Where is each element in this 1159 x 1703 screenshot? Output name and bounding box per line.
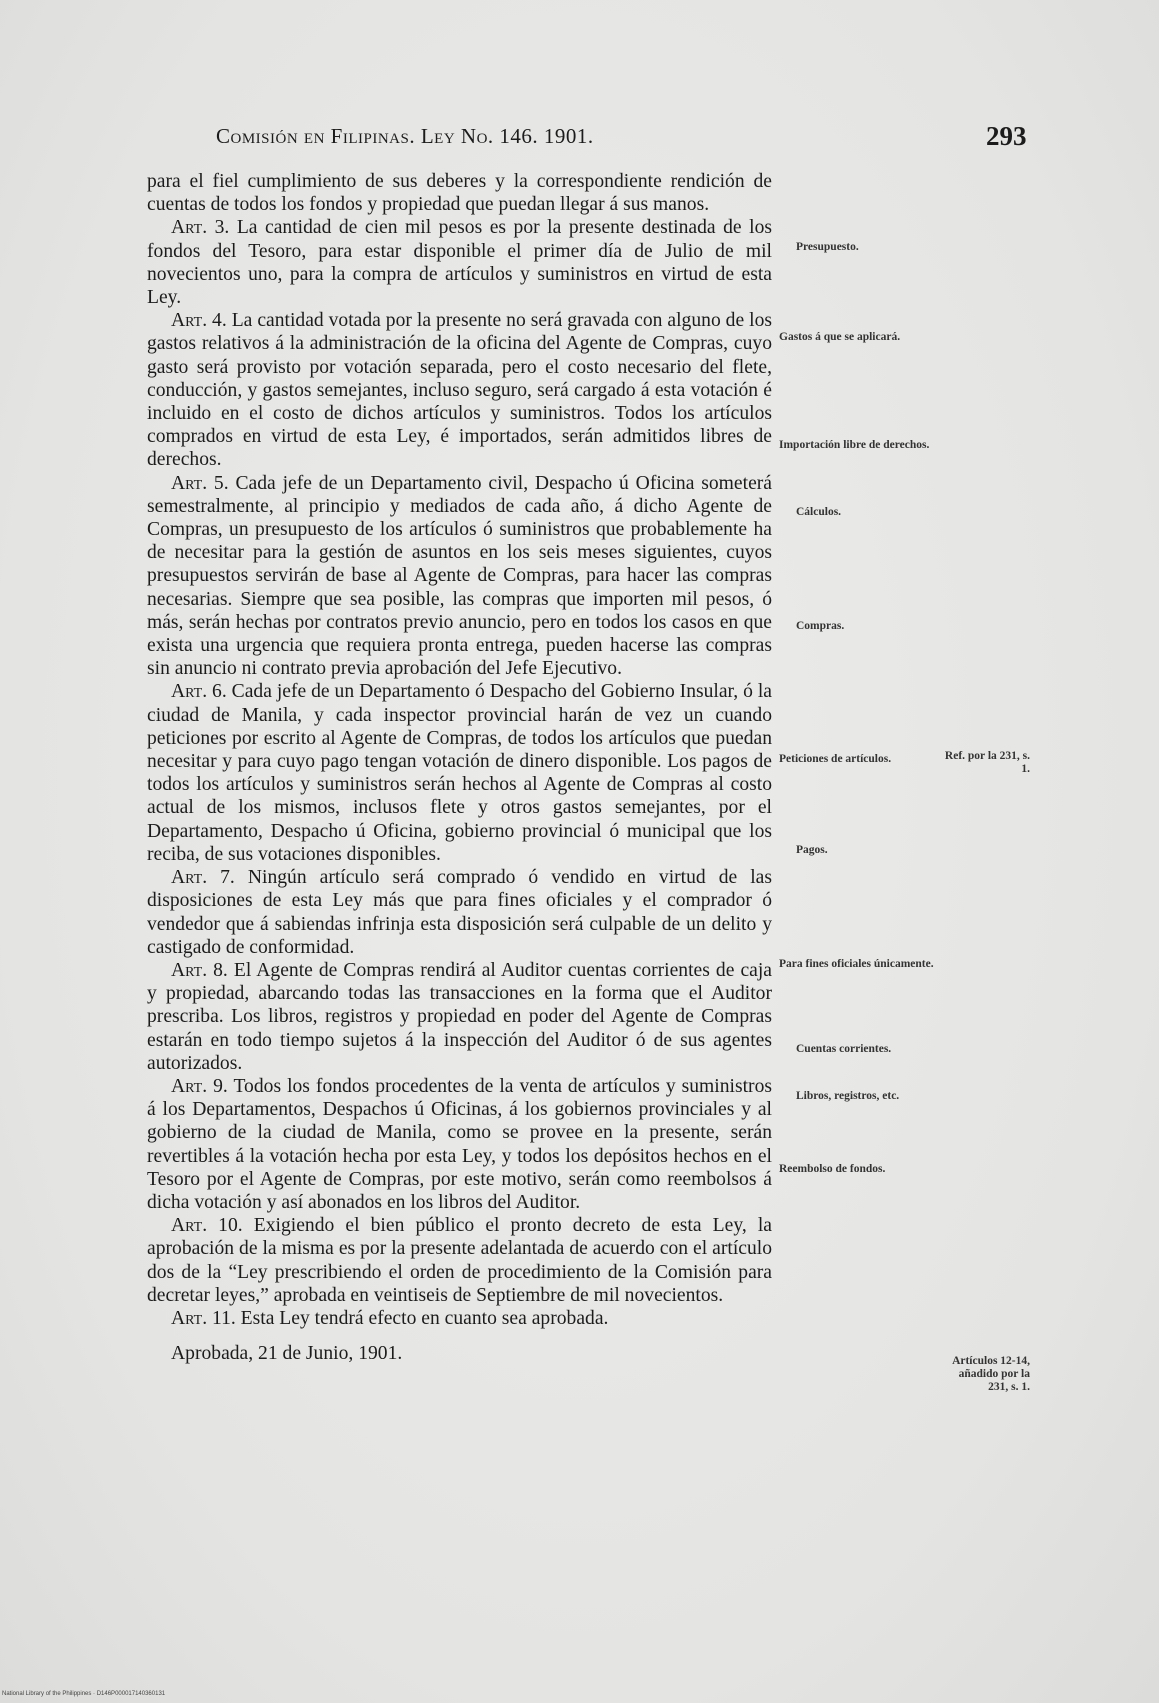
article-10: Art. 10. Exigiendo el bien público el pronto decreto de esta Ley, la aprobación de la misma es por la presente adelantada de acuerdo con el artículo dos de la “Ley prescribiendo el orden de procedimiento de la Comisión para decretar leyes,” aprobada en veintiseis de Septiembre de mil novecientos. [147,1215,772,1306]
margin-note-compras: Compras. [796,620,845,632]
margin-note-libros: Libros, registros, etc. [796,1090,900,1102]
article-4: Art. 4. La cantidad votada por la presente no será gravada con alguno de los gastos relativos á la administración de la oficina del Agente de Compras, cuyo gasto será provisto por votación separada, pero el costo necesario del flete, conducción, y gastos semejantes, incluso seguro, será cargado á esta votación é incluido en el costo de dichos artículos y suministros. Todos los artículos comprados en virtud de esta Ley, é importados, serán admitidos libres de derechos. [147,310,772,471]
margin-note-gastos: Gastos á que se aplicará. [779,331,901,343]
margin-note-fines: Para fines oficiales únicamente. [779,958,934,970]
article-label: Art. 7. [171,867,235,889]
article-8: Art. 8. El Agente de Compras rendirá al Auditor cuentas corrientes de caja y propiedad, abarcando todas las transacciones en la forma que el Auditor prescriba. Los libros, registros y propiedad en poder del Agente de Compras estarán en todo tiempo sujetos á la inspección del Auditor ó de sus agentes autorizados. [147,959,772,1074]
margin-note-reembolso: Reembolso de fondos. [779,1163,886,1175]
article-3: Art. 3. La cantidad de cien mil pesos es por la presente destinada de los fondos del Tesoro, para estar disponible el primer día de Julio de mil novecientos uno, para la compra de artículos y suministros en virtud de esta Ley. [147,217,772,309]
article-label: Art. 9. [171,1075,228,1097]
article-label: Art. 10. [171,1215,243,1237]
paragraph-continuation: para el fiel cumplimiento de sus deberes y la correspondiente rendición de cuentas de todos los fondos y propiedad que puedan llegar á sus manos. [147,171,772,216]
article-7: Art. 7. Ningún artículo será comprado ó vendido en virtud de las disposiciones de esta Ley más que para fines oficiales y el comprador ó vendedor que á sabiendas infrinja esta disposición será culpable de un delito y castigado de conformidad. [147,867,772,958]
article-label: Art. 8. [171,959,228,981]
article-label: Art. 4. [171,310,227,332]
running-title: Comisión en Filipinas. Ley No. 146. 1901. [216,124,594,148]
outer-note-ref: Ref. por la 231, s. 1. [944,750,1030,775]
article-6: Art. 6. Cada jefe de un Departamento ó Despacho del Gobierno Insular, ó la ciudad de Manila, y cada inspector provincial harán de vez un cuando peticiones por escrito al Agente de Compras, de todos los artículos que puedan necesitar y para cuyo pago tengan votación de dinero disponible. Los pagos de todos los artículos y suministros serán hechos al Agente de Compras al costo actual de los mismos, inclusos flete y otros gastos semejantes, por el Departamento, Despacho ú Oficina, gobierno provincial ó municipal que los reciba, de sus votaciones disponibles. [147,681,772,865]
article-label: Art. 5. [171,472,229,494]
article-label: Art. 6. [171,681,227,703]
margin-note-calculos: Cálculos. [796,506,842,518]
margin-note-pagos: Pagos. [796,844,828,856]
outer-note-articulos: Artículos 12-14, añadido por la 231, s. 1. [952,1355,1030,1393]
margin-note-cuentas: Cuentas corrientes. [796,1043,892,1055]
scan-footer: National Library of the Philippines · D146P000017140360131 [2,1691,166,1697]
margin-note-peticiones: Peticiones de artículos. [779,753,892,765]
article-9: Art. 9. Todos los fondos procedentes de la venta de artículos y suministros á los Departamentos, Despachos ú Oficinas, á los gobiernos provinciales y al gobierno de la ciudad de Manila, como se provee en la presente, serán revertibles á la votación hecha por esta Ley, y todos los depósitos hechos en el Tesoro por el Agente de Compras, por este motivo, serán como reembolsos á dicha votación y así abonados en los libros del Auditor. [147,1075,773,1213]
approval-date: Aprobada, 21 de Junio, 1901. [171,1343,403,1365]
article-label: Art. 11. [171,1307,236,1329]
article-5: Art. 5. Cada jefe de un Departamento civil, Despacho ú Oficina someterá semestralmente, al principio y mediados de cada año, á dicho Agente de Compras, un presupuesto de los artículos ó suministros que probablemente ha de necesitar para la gestión de asuntos en los seis meses siguientes, cuyos presupuestos servirán de base al Agente de Compras, para hacer las compras necesarias. Siempre que sea posible, las compras que importen mil pesos, ó más, serán hechas por contratos previo anuncio, pero en todos los casos en que exista una urgencia que requiera pronta entrega, pueden hacerse las compras sin anuncio ni contrato previa aprobación del Jefe Ejecutivo. [147,472,772,680]
article-11: Art. 11. Esta Ley tendrá efecto en cuanto sea aprobada. [171,1307,609,1329]
margin-note-presupuesto: Presupuesto. [796,241,859,253]
law-body [147,170,772,1365]
article-label: Art. 3. [171,217,230,239]
page-number: 293 [986,121,1027,151]
margin-note-importacion: Importación libre de derechos. [779,439,930,451]
